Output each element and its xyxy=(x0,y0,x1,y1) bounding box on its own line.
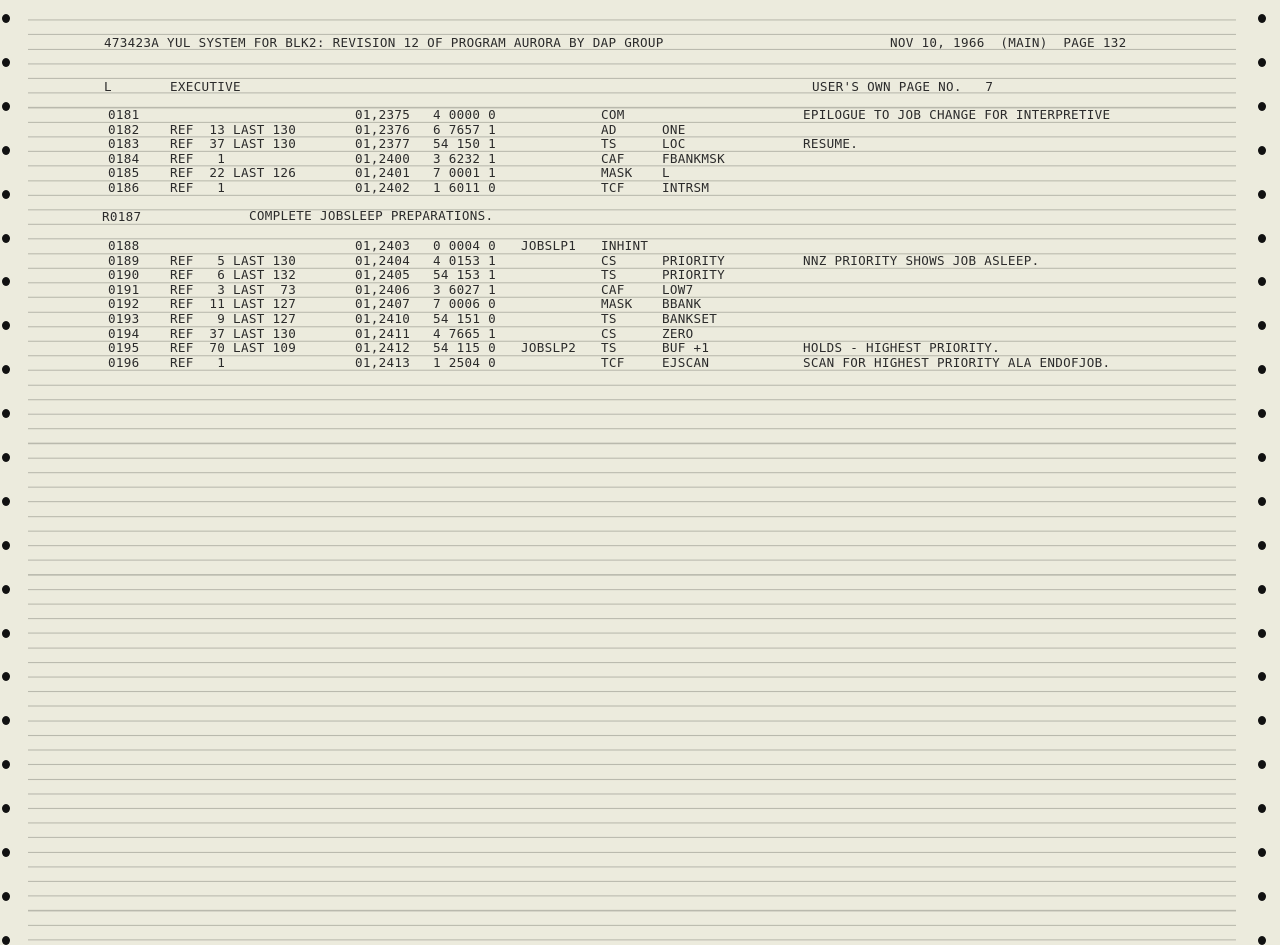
listing-code: 4 0153 1 xyxy=(433,252,497,268)
listing-operand: LOW7 xyxy=(662,281,694,297)
listing-ref: REF 3 LAST 73 xyxy=(170,281,297,297)
listing-ref: REF 13 LAST 130 xyxy=(170,121,297,137)
listing-ref: REF 5 LAST 130 xyxy=(170,252,297,268)
listing-code: 1 2504 0 xyxy=(433,354,497,370)
feed-hole xyxy=(2,409,10,418)
feed-hole xyxy=(1258,58,1266,67)
feed-hole xyxy=(2,277,10,286)
feed-hole xyxy=(1258,804,1266,813)
listing-ref: REF 6 LAST 132 xyxy=(170,267,297,283)
listing-loc: 0184 xyxy=(108,150,140,166)
listing-code: 4 0000 0 xyxy=(433,107,497,122)
feed-hole xyxy=(1258,541,1266,550)
feed-hole xyxy=(1258,146,1266,155)
feed-hole xyxy=(2,102,10,111)
feed-hole xyxy=(2,672,10,681)
listing-op: AD xyxy=(601,121,617,137)
feed-hole xyxy=(2,146,10,155)
listing-code: 54 151 0 xyxy=(433,311,497,326)
listing-addr: 01,2403 xyxy=(355,238,411,253)
listing-ref: REF 1 xyxy=(170,150,226,166)
listing-loc: 0182 xyxy=(108,121,140,137)
feed-hole xyxy=(1258,497,1266,506)
remark-text: COMPLETE JOBSLEEP PREPARATIONS. xyxy=(249,208,494,223)
listing-date-page: NOV 10, 1966 (MAIN) PAGE 132 xyxy=(890,35,1127,50)
feed-hole xyxy=(2,936,10,945)
feed-hole xyxy=(2,892,10,901)
listing-comment: EPILOGUE TO JOB CHANGE FOR INTERPRETIVE xyxy=(803,107,1111,122)
listing-operand: L xyxy=(662,165,670,181)
feed-hole xyxy=(1258,892,1266,901)
listing-loc: 0189 xyxy=(108,252,140,268)
listing-addr: 01,2377 xyxy=(355,136,411,152)
listing-op: TCF xyxy=(601,180,625,195)
listing-ref: REF 1 xyxy=(170,180,226,195)
feed-hole xyxy=(1258,936,1266,945)
listing-addr: 01,2401 xyxy=(355,165,411,181)
feed-hole xyxy=(1258,190,1266,199)
feed-hole xyxy=(2,585,10,594)
feed-hole xyxy=(2,365,10,374)
listing-code: 54 153 1 xyxy=(433,267,497,283)
feed-hole xyxy=(1258,365,1266,374)
feed-hole xyxy=(2,14,10,23)
listing-ref: REF 1 xyxy=(170,354,226,370)
listing-operand: EJSCAN xyxy=(662,354,710,370)
listing-operand: ZERO xyxy=(662,325,694,341)
listing-loc: 0190 xyxy=(108,267,140,283)
left-margin xyxy=(0,0,28,943)
listing-addr: 01,2406 xyxy=(355,281,411,297)
feed-hole xyxy=(1258,848,1266,857)
feed-hole xyxy=(1258,14,1266,23)
feed-hole xyxy=(2,58,10,67)
listing-addr: 01,2376 xyxy=(355,121,411,137)
listing-loc: 0192 xyxy=(108,296,140,312)
listing-addr: 01,2411 xyxy=(355,325,411,341)
listing-operand: FBANKMSK xyxy=(662,150,726,166)
listing-operand: BBANK xyxy=(662,296,702,312)
listing-ref: REF 70 LAST 109 xyxy=(170,340,297,356)
listing-addr: 01,2402 xyxy=(355,180,411,195)
listing-comment: RESUME. xyxy=(803,136,859,152)
right-margin xyxy=(1236,0,1280,943)
feed-hole xyxy=(2,848,10,857)
feed-hole xyxy=(2,321,10,330)
listing-operand: ONE xyxy=(662,121,686,137)
listing-op: CS xyxy=(601,252,617,268)
listing-addr: 01,2413 xyxy=(355,354,411,370)
listing-code: 54 150 1 xyxy=(433,136,497,152)
listing-ref: REF 37 LAST 130 xyxy=(170,136,297,152)
listing-addr: 01,2404 xyxy=(355,252,411,268)
listing-op: CAF xyxy=(601,281,625,297)
feed-hole xyxy=(1258,409,1266,418)
listing-comment: HOLDS - HIGHEST PRIORITY. xyxy=(803,340,1001,356)
listing-ref: REF 22 LAST 126 xyxy=(170,165,297,181)
listing-code: 0 0004 0 xyxy=(433,238,497,253)
users-page-number: USER'S OWN PAGE NO. 7 xyxy=(812,79,994,94)
listing-code: 7 0006 0 xyxy=(433,296,497,312)
listing-op: INHINT xyxy=(601,238,649,253)
listing-addr: 01,2412 xyxy=(355,340,411,356)
feed-hole xyxy=(1258,585,1266,594)
listing-loc: 0188 xyxy=(108,238,140,253)
feed-hole xyxy=(1258,453,1266,462)
feed-hole xyxy=(2,629,10,638)
feed-hole xyxy=(1258,234,1266,243)
listing-op: COM xyxy=(601,107,625,122)
listing-operand: PRIORITY xyxy=(662,267,726,283)
listing-operand: PRIORITY xyxy=(662,252,726,268)
listing-op: TS xyxy=(601,311,617,326)
listing-code: 1 6011 0 xyxy=(433,180,497,195)
feed-hole xyxy=(2,497,10,506)
listing-code: 4 7665 1 xyxy=(433,325,497,341)
feed-hole xyxy=(1258,277,1266,286)
listing-loc: 0196 xyxy=(108,354,140,370)
listing-op: CS xyxy=(601,325,617,341)
feed-hole xyxy=(2,716,10,725)
listing-addr: 01,2410 xyxy=(355,311,411,326)
listing-op: CAF xyxy=(601,150,625,166)
listing-op: TS xyxy=(601,136,617,152)
listing-loc: 0195 xyxy=(108,340,140,356)
listing-loc: 0183 xyxy=(108,136,140,152)
feed-hole xyxy=(1258,102,1266,111)
listing-code: 7 0001 1 xyxy=(433,165,497,181)
listing-label: JOBSLP1 xyxy=(521,238,577,253)
listing-operand: INTRSM xyxy=(662,180,710,195)
listing-code: 6 7657 1 xyxy=(433,121,497,137)
listing-code: 54 115 0 xyxy=(433,340,497,356)
listing-code: 3 6232 1 xyxy=(433,150,497,166)
listing-code: 3 6027 1 xyxy=(433,281,497,297)
feed-hole xyxy=(1258,760,1266,769)
listing-label: JOBSLP2 xyxy=(521,340,577,356)
listing-ref: REF 11 LAST 127 xyxy=(170,296,297,312)
listing-addr: 01,2400 xyxy=(355,150,411,166)
feed-hole xyxy=(1258,672,1266,681)
feed-hole xyxy=(1258,629,1266,638)
listing-addr: 01,2375 xyxy=(355,107,411,122)
remark-loc: R0187 xyxy=(102,209,142,224)
listing-op: MASK xyxy=(601,165,633,181)
listing-comment: NNZ PRIORITY SHOWS JOB ASLEEP. xyxy=(803,252,1040,268)
listing-operand: BUF +1 xyxy=(662,340,710,356)
feed-hole xyxy=(2,804,10,813)
listing-op: TCF xyxy=(601,354,625,370)
feed-hole xyxy=(2,234,10,243)
listing-ref: REF 9 LAST 127 xyxy=(170,311,297,326)
listing-ref: REF 37 LAST 130 xyxy=(170,325,297,341)
listing-op: MASK xyxy=(601,296,633,312)
listing-op: TS xyxy=(601,340,617,356)
listing-addr: 01,2405 xyxy=(355,267,411,283)
listing-loc: 0186 xyxy=(108,180,140,195)
feed-hole xyxy=(1258,321,1266,330)
feed-hole xyxy=(1258,716,1266,725)
feed-hole xyxy=(2,541,10,550)
listing-loc: 0193 xyxy=(108,311,140,326)
listing-operand: BANKSET xyxy=(662,311,718,326)
listing-operand: LOC xyxy=(662,136,686,152)
listing-op: TS xyxy=(601,267,617,283)
section-title: EXECUTIVE xyxy=(170,79,241,94)
listing-loc: 0185 xyxy=(108,165,140,181)
listing-comment: SCAN FOR HIGHEST PRIORITY ALA ENDOFJOB. xyxy=(803,354,1111,370)
listing-header: 473423A YUL SYSTEM FOR BLK2: REVISION 12 OF PROGRAM AURORA BY DAP GROUP xyxy=(104,35,664,50)
feed-hole xyxy=(2,760,10,769)
listing-loc: 0181 xyxy=(108,107,140,122)
listing-addr: 01,2407 xyxy=(355,296,411,312)
feed-hole xyxy=(2,190,10,199)
listing-loc: 0191 xyxy=(108,281,140,297)
listing-loc: 0194 xyxy=(108,325,140,341)
log-letter: L xyxy=(104,79,112,94)
feed-hole xyxy=(2,453,10,462)
